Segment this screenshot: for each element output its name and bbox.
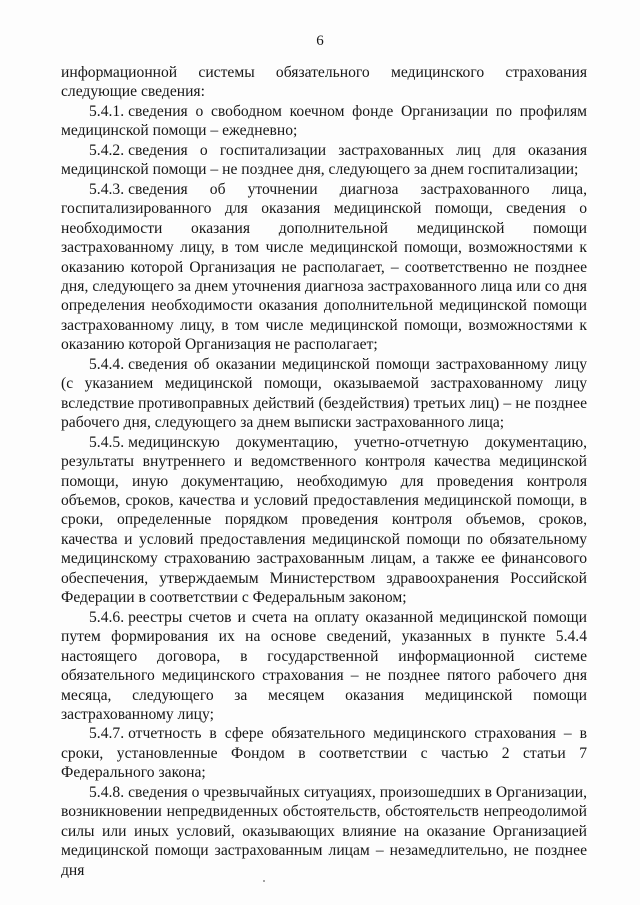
clause-text: медицинскую документацию, учетно-отчетную документацию, результаты внутреннего и ведомственного контроля качества медицинской помощи, иную документацию, необходимую для проведения контроля объемов, сроков, качества и условий предоставления медицинской помощи, в сроки, определенные порядком проведения контроля объемов, сроков, качества и условий предоставления медицинской помощи по обязательному медицинскому страхованию застрахованным лицам, а также ее финансового обеспечения, утверждаемым Министерством здравоохранения Российской Федерации в соответствии с Федеральным законом; <box>61 433 587 607</box>
paragraph-intro <box>61 63 587 102</box>
page-number: 6 <box>316 33 324 49</box>
clause-number: 5.4.4. <box>89 355 125 373</box>
clause-text: сведения об оказании медицинской помощи застрахованному лицу (с указанием медицинской помощи, оказываемой застрахованному лицу вследствие противоправных действий (бездействия) третьих лиц) – не позднее рабочего дня, следующего за днем выписки застрахованного лица; <box>61 355 587 432</box>
clause-5-4-4 <box>61 355 587 433</box>
clause-number: 5.4.2. <box>89 141 125 159</box>
clause-text: сведения о свободном коечном фонде Организации по профилям медицинской помощи – ежедневно; <box>61 102 587 140</box>
clause-5-4-2 <box>61 141 587 180</box>
document-body <box>61 63 587 880</box>
clause-text: реестры счетов и счета на оплату оказанной медицинской помощи путем формирования их на основе сведений, указанных в пункте 5.4.4 настоящего договора, в государственной информационной системе обязательного медицинского страхования – не позднее пятого рабочего дня месяца, следующего за месяцем оказания медицинской помощи застрахованному лицу; <box>61 608 587 723</box>
clause-5-4-7 <box>61 724 587 782</box>
clause-number: 5.4.3. <box>89 180 125 198</box>
clause-number: 5.4.8. <box>89 783 125 801</box>
clause-5-4-8 <box>61 783 587 880</box>
clause-5-4-5 <box>61 433 587 608</box>
clause-text: сведения об уточнении диагноза застрахованного лица, госпитализированного для оказания медицинской помощи, сведения о необходимости оказания дополнительной медицинской помощи застрахованному лицу, в том числе медицинской помощи, возможностями к оказанию которой Организация не располагает, – соответственно не позднее дня, следующего за днем уточнения диагноза застрахованного лица или со дня определения необходимости оказания дополнительной медицинской помощи застрахованному лицу, в том числе медицинской помощи, возможностями к оказанию которой Организация не располагает; <box>61 180 587 354</box>
clause-text: сведения о чрезвычайных ситуациях, произошедших в Организации, возникновении непредвиденных обстоятельств, обстоятельств непреодолимой силы или иных условий, оказывающих влияние на оказание Организацией медицинской помощи застрахованным лицам – незамедлительно, не позднее дня <box>61 783 587 879</box>
paragraph-text: информационной системы обязательного медицинского страхования следующие сведения: <box>61 64 587 101</box>
clause-text: сведения о госпитализации застрахованных лиц для оказания медицинской помощи – не позднее дня, следующего за днем госпитализации; <box>61 141 587 179</box>
clause-number: 5.4.6. <box>89 608 125 626</box>
scan-speck <box>263 880 265 882</box>
clause-5-4-3 <box>61 180 587 355</box>
clause-number: 5.4.7. <box>89 725 125 743</box>
clause-number: 5.4.1. <box>89 102 125 120</box>
clause-5-4-1 <box>61 102 587 141</box>
clause-number: 5.4.5. <box>89 433 125 451</box>
clause-text: отчетность в сфере обязательного медицинского страхования – в сроки, установленные Фондом в соответствии с частью 2 статьи 7 Федерального закона; <box>61 725 587 782</box>
clause-5-4-6 <box>61 608 587 725</box>
